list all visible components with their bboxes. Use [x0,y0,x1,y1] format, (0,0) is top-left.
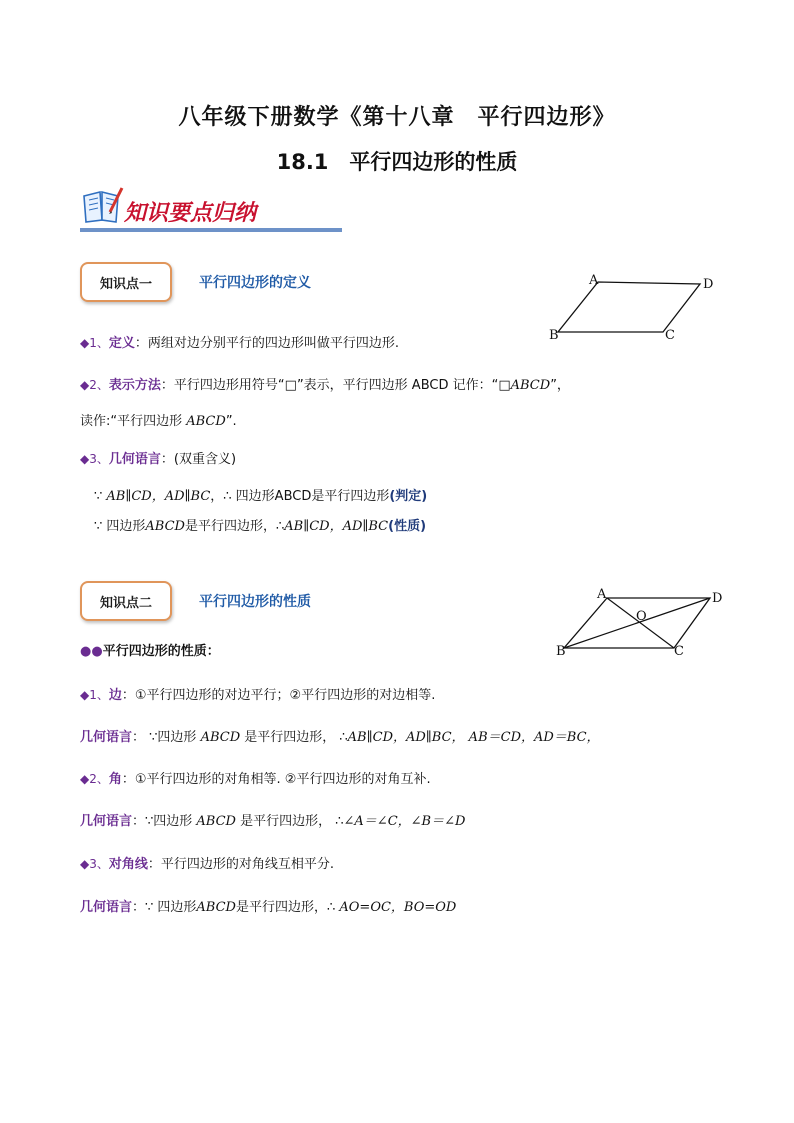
edge-property-line: ◆1、边：①平行四边形的对边平行；②平行四边形的对边相等. [80,688,436,703]
figure2-label-a: A [597,587,607,602]
definition-line: ◆1、定义：两组对边分别平行的四边形叫做平行四边形. [80,336,400,351]
section2-heading: 平行四边形的性质 [199,594,311,610]
section1-label-box [80,262,172,302]
figure2-label-b: B [556,644,566,659]
reading-line: 读作:“平行四边形 ABCD”. [80,414,237,429]
figure1-label-d: D [703,277,714,292]
figure1-label-b: B [549,328,559,343]
page-title: 八年级下册数学《第十八章 平行四边形》 [178,105,616,130]
parallelogram-diagonals-figure [550,584,730,660]
figure1-label-c: C [665,328,675,343]
angle-property-line: ◆2、角：①平行四边形的对角相等. ②平行四边形的对角互补. [80,772,431,787]
diagonal-property-line: ◆3、对角线：平行四边形的对角线互相平分. [80,857,335,872]
property-line: ∵ 四边形ABCD是平行四边形，∴AB∥CD，AD∥BC(性质) [94,519,427,534]
section1-heading: 平行四边形的定义 [199,275,311,291]
banner-title: 知识要点归纳 [124,200,257,226]
properties-intro: ●●平行四边形的性质： [80,644,220,659]
angle-geo-line: 几何语言：∵四边形 ABCD 是平行四边形， ∴∠A＝∠C，∠B＝∠D [80,814,466,829]
diagonal-geo-line: 几何语言：∵ 四边形ABCD是平行四边形，∴ AO=OC，BO=OD [80,900,457,915]
banner-underline [80,228,342,232]
page-subtitle: 18.1 平行四边形的性质 [276,150,518,174]
section1-label: 知识点一 [99,276,152,292]
section2-label: 知识点二 [99,595,152,611]
book-pen-icon [80,186,124,226]
judgement-line: ∵ AB∥CD，AD∥BC，∴ 四边形ABCD是平行四边形(判定) [94,489,428,504]
geo-language-line: ◆3、几何语言：(双重含义) [80,452,237,467]
figure2-label-c: C [674,644,684,659]
parallelogram-figure [540,268,720,348]
notation-line: ◆2、表示方法：平行四边形用符号“□”表示，平行四边形 ABCD 记作：“□ABCD”， [80,378,570,393]
figure2-label-o: O [636,609,647,624]
edge-geo-line: 几何语言： ∵四边形 ABCD 是平行四边形， ∴AB∥CD，AD∥BC， AB＝CD，AD＝BC， [80,730,600,745]
section2-label-box [80,581,172,621]
figure2-label-d: D [712,591,723,606]
figure1-label-a: A [589,273,599,288]
